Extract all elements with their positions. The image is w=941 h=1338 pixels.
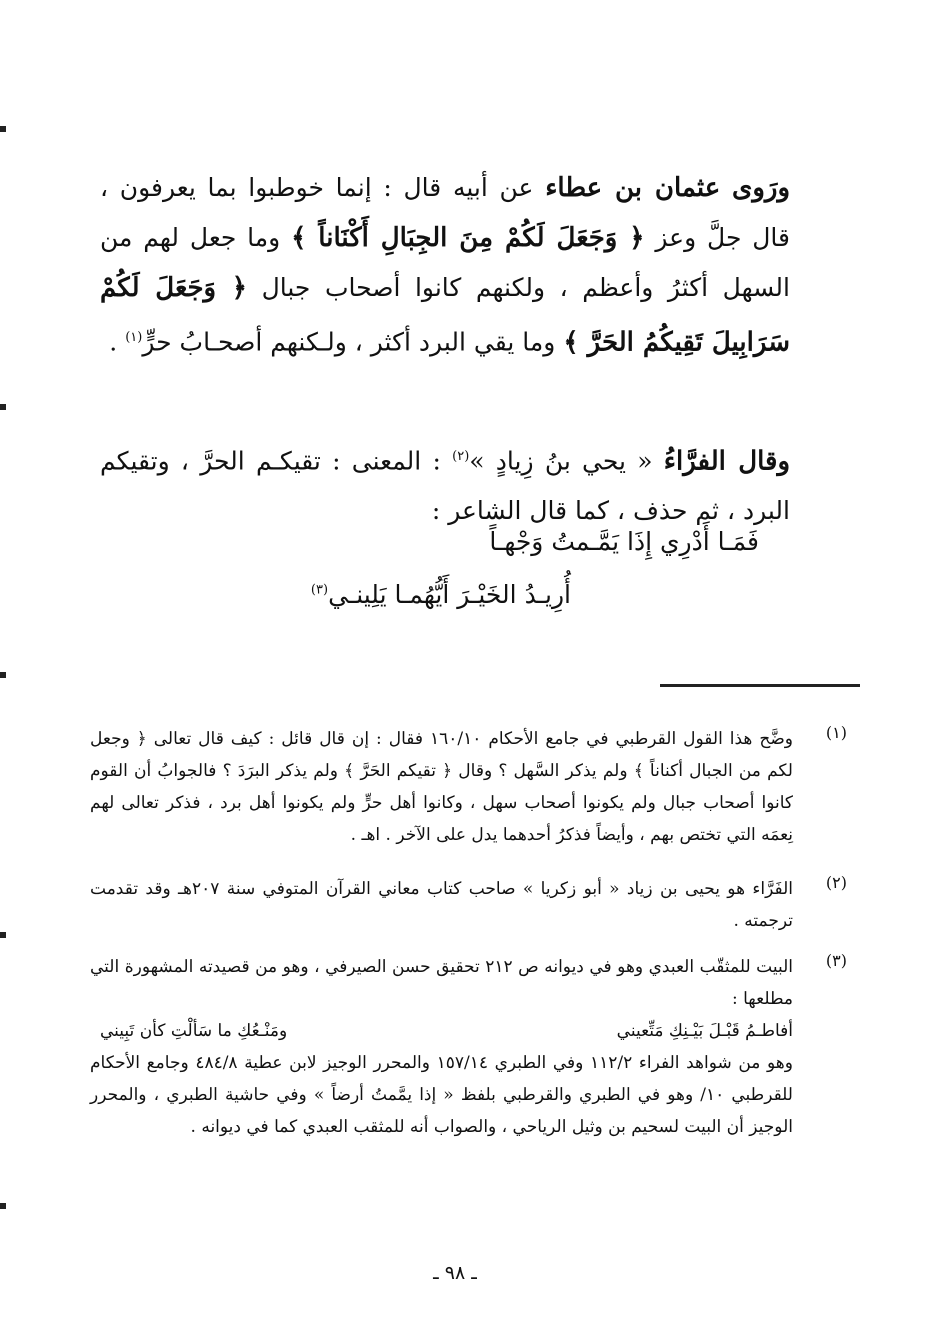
page-number: ـ ٩٨ ـ	[433, 1262, 477, 1284]
footnote-content	[90, 951, 793, 1143]
paragraph-1	[100, 163, 790, 367]
scholar-name: وقال الفرَّاءُ	[663, 446, 790, 477]
footnote-3	[90, 951, 845, 1143]
footnote-text: وضَّح هذا القول القرطبي في جامع الأحكام ١٦٠/١٠ فقال : إن قال قائل : كيف قال تعالى ﴿ وجعل لكم من الجبال أكناناً ﴾ ولم يذكر السَّهل ؟ وقال ﴿ تقيكم الحَرَّ ﴾ ولم يذكر البرَدَ ؟ فالجوابُ أن القوم كانوا أصحاب جبال ولم يكونوا أصحاب سهل ، وكانوا أهل حرٍّ ولم يكونوا أهل برد ، فذكر تعالى لهم نِعمَه التي تختص بهم ، وأيضاً فذكرُ أحدهما يدل على الآخر . اهـ .	[90, 729, 793, 845]
paragraph-2	[100, 432, 790, 536]
scholar-fullname: « يحي بنُ زِيادٍ »	[469, 446, 653, 476]
footnote-2	[90, 873, 845, 937]
verse-text: أُرِيـدُ الخَيْـرَ أَيُّهُمـا يَلِينـي	[328, 580, 571, 609]
verse-hemistich: ومَنْـعُكِ ما سَألْتِ كأن تَبِيني	[100, 1021, 288, 1041]
footnote-ref: (١)	[125, 330, 143, 345]
quran-verse: ﴿ وَجَعَلَ لَكُمْ سَرَابِيلَ تَقِيكُمُ الحَرَّ ﴾	[100, 273, 790, 358]
paragraph-text: وما جعل لهم من السهل أكثرُ وأعظم ، ولكنهم كانوا أصحاب جبال	[100, 223, 790, 302]
poem-verse-second	[311, 580, 571, 609]
footnote-verse	[90, 1015, 793, 1047]
poem-verse-first: فَمَـا أَدْرِي إِذَا يَمَّـمتُ وَجْهـاً	[489, 527, 759, 556]
quran-verse: ﴿ وَجَعَلَ لَكُمْ مِنَ الجِبَالِ أَكْنَاناً ﴾	[291, 223, 645, 253]
paragraph-text: وما يقي البرد أكثر ، ولـكنهم أصحـابُ حرٍّ	[142, 327, 556, 357]
paragraph-text: : المعنى : تقيكـم الحرَّ ، وتقيكم البرد ، ثم حذف ، كما قال الشاعر :	[100, 446, 790, 526]
footnote-ref: (٢)	[452, 449, 470, 464]
narrator-name: عثمان بن عطاء	[545, 173, 721, 203]
footnote-text: الفَرَّاء هو يحيى بن زياد « أبو زكريا » صاحب كتاب معاني القرآن المتوفي سنة ٢٠٧هـ وقد تقدمت ترجمته .	[90, 879, 793, 931]
margin-mark	[0, 126, 6, 132]
footnote-number: (٣)	[825, 951, 847, 970]
footnote-1	[90, 723, 845, 851]
footnote-text: البيت للمثقّب العبدي وهو في ديوانه ص ٢١٢ تحقيق حسن الصيرفي ، وهو من قصيدته المشهورة التي مطلعها :	[90, 957, 793, 1009]
margin-mark	[0, 932, 6, 938]
intro-word: ورَوى	[731, 173, 791, 203]
footnote-text: وهو من شواهد الفراء ١١٢/٢ وفي الطبري ١٥٧/١٤ والمحرر الوجيز لابن عطية ٤٨٤/٨ وجامع الأحكام للقرطبي ١٠/ وهو في الطبري والقرطبي بلفظ « إذا يمَّمتُ أرضاً » وفي حاشية الطبري ، والمحرر الوجيز أن البيت لسحيم بن وثيل الرياحي ، والصواب أنه للمثقب العبدي كما في ديوانه .	[90, 1053, 793, 1137]
margin-mark	[0, 672, 6, 678]
paragraph-text: عن أبيه قال : إنما خوطبوا بما يعرفون ، قال جلَّ وعز	[100, 173, 790, 252]
sentence-end: .	[109, 327, 118, 357]
verse-hemistich: أفاطـمُ قَبْـلَ بَيْـنِكِ مَتِّعيني	[616, 1021, 793, 1041]
margin-mark	[0, 404, 6, 410]
footnote-ref: (٣)	[310, 582, 329, 598]
footnote-number: (٢)	[825, 873, 847, 892]
margin-mark	[0, 1203, 6, 1209]
footnote-divider	[660, 684, 860, 687]
footnote-number: (١)	[825, 723, 847, 742]
